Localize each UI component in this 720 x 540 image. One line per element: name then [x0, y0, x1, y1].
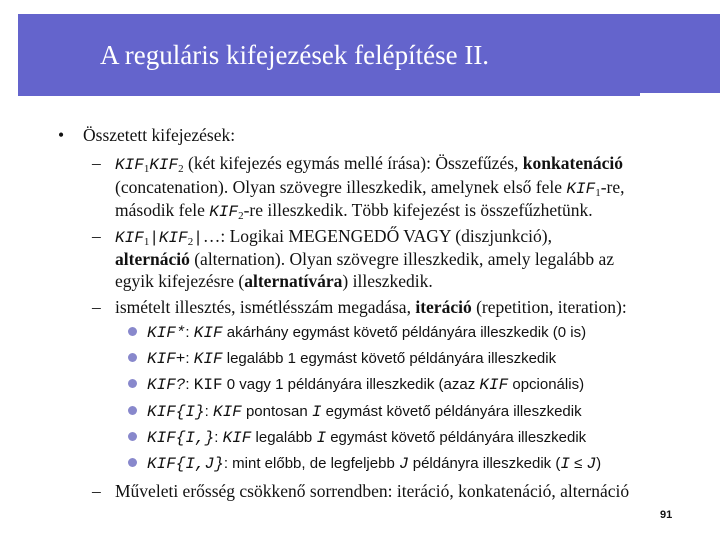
dash-1: –	[92, 153, 101, 173]
slide-title: A reguláris kifejezések felépítése II.	[100, 40, 490, 70]
item-alternation-line2: alternáció (alternation). Olyan szövegre illeszkedik, amely legalább az	[115, 249, 615, 269]
item-alternation-line1: $KIF_1|KIF_2|\dots$: Logikai MEGENGEDŐ VAGY (diszjunkció),	[115, 226, 552, 248]
sub-bullet-icon	[128, 406, 137, 415]
intro-text: Összetett kifejezések:	[83, 125, 236, 145]
sub-bullet-icon	[128, 379, 137, 388]
iteration-at-least: KIF{I,}: KIF legalább I egymást követő példányára illeszkedik	[147, 429, 587, 447]
main-bullet: •	[58, 125, 65, 145]
item-iteration: ismételt illesztés, ismétlésszám megadása, iteráció (repetition, iteration):	[115, 297, 627, 317]
item-concatenation-line3: második fele $KIF_2-re$ illeszkedik. Több kifejezést is összefűzhetünk.	[115, 200, 593, 222]
sub-bullet-icon	[128, 353, 137, 362]
dash-3: –	[92, 297, 101, 317]
iteration-plus: KIF+: KIF legalább 1 egymást követő példányára illeszkedik	[147, 350, 557, 368]
operator-precedence: Műveleti erősség csökkenő sorrendben: iteráció, konkatenáció, alternáció	[115, 481, 630, 501]
dash-2: –	[92, 226, 101, 246]
item-concatenation-line1: $KIF_1KIF_2$ (két kifejezés egymás mellé írása): Összefűzés, konkatenáció	[115, 153, 623, 175]
iteration-exact: KIF{I}: KIF pontosan I egymást követő példányára illeszkedik	[147, 403, 582, 421]
iteration-star: KIF*: KIF akárhány egymást követő példányára illeszkedik (0 is)	[147, 324, 587, 342]
item-alternation-line3: egyik kifejezésre (alternatívára) illeszkedik.	[115, 271, 433, 291]
sub-bullet-icon	[128, 327, 137, 336]
dash-4: –	[92, 481, 101, 501]
sub-bullet-icon	[128, 432, 137, 441]
item-concatenation-line2: (concatenation). Olyan szövegre illeszkedik, amelynek első fele $KIF_1-re$,	[115, 177, 625, 199]
iteration-range: KIF{I,J}: mint előbb, de legfeljebb J példányra illeszkedik (I ≤ J)	[147, 455, 602, 473]
sub-bullet-icon	[128, 458, 137, 467]
iteration-optional: KIF?: KIF 0 vagy 1 példányára illeszkedik (azaz KIF opcionális)	[147, 376, 585, 394]
page-number: 91	[660, 509, 673, 521]
